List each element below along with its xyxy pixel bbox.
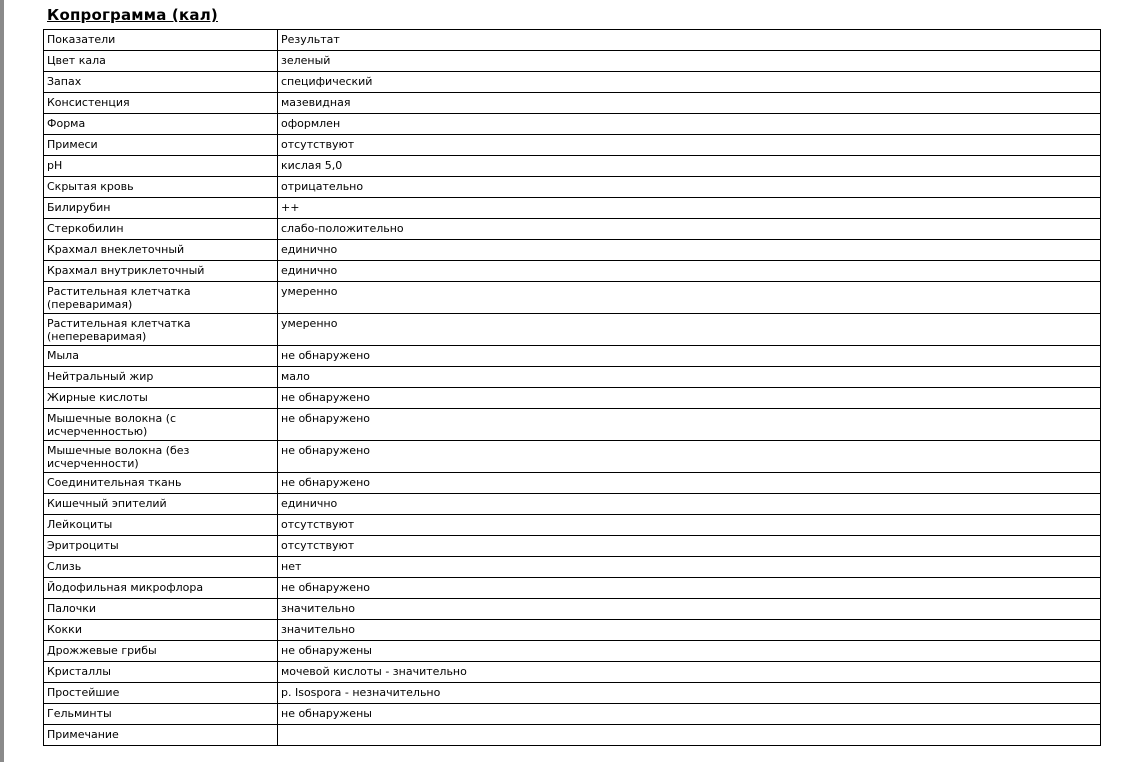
indicator-cell: Растительная клетчатка (переваримая) xyxy=(44,282,278,314)
table-row xyxy=(44,515,1101,536)
result-cell: не обнаружено xyxy=(278,409,1101,441)
indicator-cell: Кокки xyxy=(44,620,278,641)
header-indicator: Показатели xyxy=(44,30,278,51)
table-row xyxy=(44,72,1101,93)
indicator-cell: Нейтральный жир xyxy=(44,367,278,388)
indicator-cell: Слизь xyxy=(44,557,278,578)
result-cell: не обнаружено xyxy=(278,578,1101,599)
indicator-cell: Цвет кала xyxy=(44,51,278,72)
indicator-cell: Крахмал внеклеточный xyxy=(44,240,278,261)
result-cell: p. Isospora - незначительно xyxy=(278,683,1101,704)
table-row xyxy=(44,219,1101,240)
table-row xyxy=(44,494,1101,515)
table-row xyxy=(44,557,1101,578)
result-cell: мазевидная xyxy=(278,93,1101,114)
table-row xyxy=(44,662,1101,683)
indicator-cell: Лейкоциты xyxy=(44,515,278,536)
result-cell: единично xyxy=(278,240,1101,261)
table-row xyxy=(44,367,1101,388)
indicator-cell: Форма xyxy=(44,114,278,135)
table-row xyxy=(44,240,1101,261)
table-row xyxy=(44,578,1101,599)
indicator-cell: Запах xyxy=(44,72,278,93)
table-row xyxy=(44,599,1101,620)
indicator-cell: Стеркобилин xyxy=(44,219,278,240)
result-cell: кислая 5,0 xyxy=(278,156,1101,177)
indicator-cell: Кишечный эпителий xyxy=(44,494,278,515)
result-cell: специфический xyxy=(278,72,1101,93)
document-title: Копрограмма (кал) xyxy=(47,6,218,24)
result-cell: не обнаружено xyxy=(278,346,1101,367)
table-header-row xyxy=(44,30,1101,51)
result-cell: зеленый xyxy=(278,51,1101,72)
table-row xyxy=(44,314,1101,346)
table-body xyxy=(44,30,1101,746)
table-row xyxy=(44,441,1101,473)
result-cell: мочевой кислоты - значительно xyxy=(278,662,1101,683)
indicator-cell: Растительная клетчатка (непереваримая) xyxy=(44,314,278,346)
result-cell: отсутствуют xyxy=(278,515,1101,536)
result-cell: отсутствуют xyxy=(278,536,1101,557)
indicator-cell: Соединительная ткань xyxy=(44,473,278,494)
table-row xyxy=(44,135,1101,156)
table-row xyxy=(44,198,1101,219)
result-cell: слабо-положительно xyxy=(278,219,1101,240)
table-row xyxy=(44,683,1101,704)
indicator-cell: Консистенция xyxy=(44,93,278,114)
header-result: Результат xyxy=(278,30,1101,51)
indicator-cell: Эритроциты xyxy=(44,536,278,557)
table-row xyxy=(44,93,1101,114)
table-row xyxy=(44,156,1101,177)
result-cell: умеренно xyxy=(278,282,1101,314)
table-row xyxy=(44,388,1101,409)
indicator-cell: Дрожжевые грибы xyxy=(44,641,278,662)
table-row xyxy=(44,282,1101,314)
table-row xyxy=(44,620,1101,641)
indicator-cell: Йодофильная микрофлора xyxy=(44,578,278,599)
result-cell: умеренно xyxy=(278,314,1101,346)
result-cell: оформлен xyxy=(278,114,1101,135)
left-edge-rule xyxy=(0,0,4,762)
result-cell: не обнаружены xyxy=(278,641,1101,662)
table-row xyxy=(44,536,1101,557)
result-cell: единично xyxy=(278,261,1101,282)
indicator-cell: Кристаллы xyxy=(44,662,278,683)
table-row xyxy=(44,114,1101,135)
indicator-cell: Гельминты xyxy=(44,704,278,725)
table-row xyxy=(44,177,1101,198)
indicator-cell: pH xyxy=(44,156,278,177)
indicator-cell: Крахмал внутриклеточный xyxy=(44,261,278,282)
indicator-cell: Примечание xyxy=(44,725,278,746)
result-cell: не обнаружено xyxy=(278,441,1101,473)
result-cell: мало xyxy=(278,367,1101,388)
indicator-cell: Мыла xyxy=(44,346,278,367)
table-row xyxy=(44,725,1101,746)
indicator-cell: Примеси xyxy=(44,135,278,156)
result-cell: не обнаружено xyxy=(278,388,1101,409)
indicator-cell: Мышечные волокна (без исчерченности) xyxy=(44,441,278,473)
table-row xyxy=(44,473,1101,494)
result-cell: отсутствуют xyxy=(278,135,1101,156)
indicator-cell: Простейшие xyxy=(44,683,278,704)
table-row xyxy=(44,704,1101,725)
result-cell: ++ xyxy=(278,198,1101,219)
indicator-cell: Билирубин xyxy=(44,198,278,219)
table-row xyxy=(44,641,1101,662)
table-row xyxy=(44,261,1101,282)
result-cell: единично xyxy=(278,494,1101,515)
result-cell: отрицательно xyxy=(278,177,1101,198)
table-row xyxy=(44,51,1101,72)
table-row xyxy=(44,409,1101,441)
result-cell xyxy=(278,725,1101,746)
result-cell: значительно xyxy=(278,620,1101,641)
result-cell: не обнаружено xyxy=(278,473,1101,494)
result-cell: нет xyxy=(278,557,1101,578)
coprogram-table xyxy=(43,29,1101,746)
result-cell: не обнаружены xyxy=(278,704,1101,725)
indicator-cell: Палочки xyxy=(44,599,278,620)
result-cell: значительно xyxy=(278,599,1101,620)
table-row xyxy=(44,346,1101,367)
indicator-cell: Мышечные волокна (с исчерченностью) xyxy=(44,409,278,441)
indicator-cell: Жирные кислоты xyxy=(44,388,278,409)
indicator-cell: Скрытая кровь xyxy=(44,177,278,198)
